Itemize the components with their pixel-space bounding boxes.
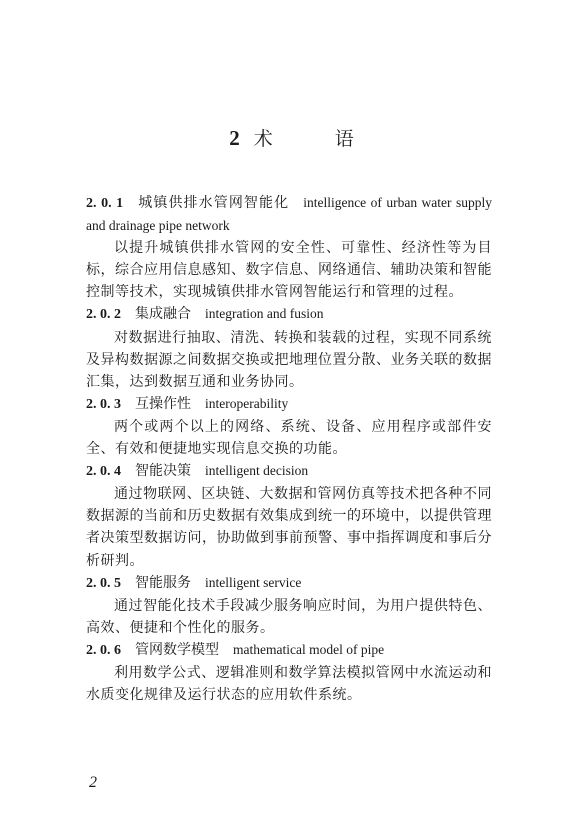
term-english: integration and fusion [205,306,324,322]
term-heading [86,572,492,595]
term-heading [86,639,492,662]
term-entry [86,460,492,571]
term-heading [86,460,492,483]
term-english: intelligent service [205,574,302,590]
term-number: 2. 0. 4 [86,464,121,480]
term-number: 2. 0. 6 [86,642,121,658]
term-number: 2. 0. 2 [86,307,121,323]
term-entry [86,572,492,639]
term-entry [86,303,492,392]
term-chinese: 互操作性 [135,395,191,412]
term-english: intelligence of urban water supply and drainage pipe network [86,195,493,234]
term-chinese: 集成融合 [135,306,191,323]
term-entry [86,192,492,303]
term-definition: 以提升城镇供排水管网的安全性、可靠性、经济性等为目标，综合应用信息感知、数字信息、网络通信、辅助决策和智能控制等技术，实现城镇供排水管网智能运行和管理的过程。 [86,240,492,301]
term-chinese: 智能决策 [135,463,191,480]
term-english: mathematical model of pipe [233,641,385,657]
term-definition: 通过物联网、区块链、大数据和管网仿真等技术把各种不同数据源的当前和历史数据有效集成到统一的环境中，以提供管理者决策型数据访问，协助做到事前预警、事中指挥调度和事后分析研判。 [86,486,492,569]
term-entry [86,393,492,460]
term-heading [86,192,492,237]
chapter-number: 2 [229,126,240,150]
term-entry [86,639,492,706]
term-definition: 通过智能化技术手段减少服务响应时间，为用户提供特色、高效、便捷和个性化的服务。 [86,597,492,636]
term-definition: 利用数学公式、逻辑准则和数学算法模拟管网中水流运动和水质变化规律及运行状态的应用软件系统。 [86,664,492,704]
term-definition: 两个或两个以上的网络、系统、设备、应用程序或部件安全、有效和便捷地实现信息交换的功能。 [86,418,492,458]
term-english: interoperability [205,395,289,411]
term-chinese: 智能服务 [135,574,191,591]
chapter-title: 术 语 [253,128,382,150]
page-number: 2 [89,774,97,791]
chapter-heading [0,124,583,151]
term-chinese: 城镇供排水管网智能化 [137,195,290,211]
term-heading [86,393,492,416]
term-english: intelligent decision [205,463,309,479]
terms-section [86,192,492,706]
term-chinese: 管网数学模型 [135,641,219,658]
term-number: 2. 0. 3 [86,396,121,412]
term-definition: 对数据进行抽取、清洗、转换和装载的过程，实现不同系统及异构数据源之间数据交换或把地理位置分散、业务关联的数据汇集，达到数据互通和业务协同。 [86,329,492,390]
term-number: 2. 0. 1 [86,196,124,211]
term-heading [86,303,492,326]
term-number: 2. 0. 5 [86,575,121,591]
